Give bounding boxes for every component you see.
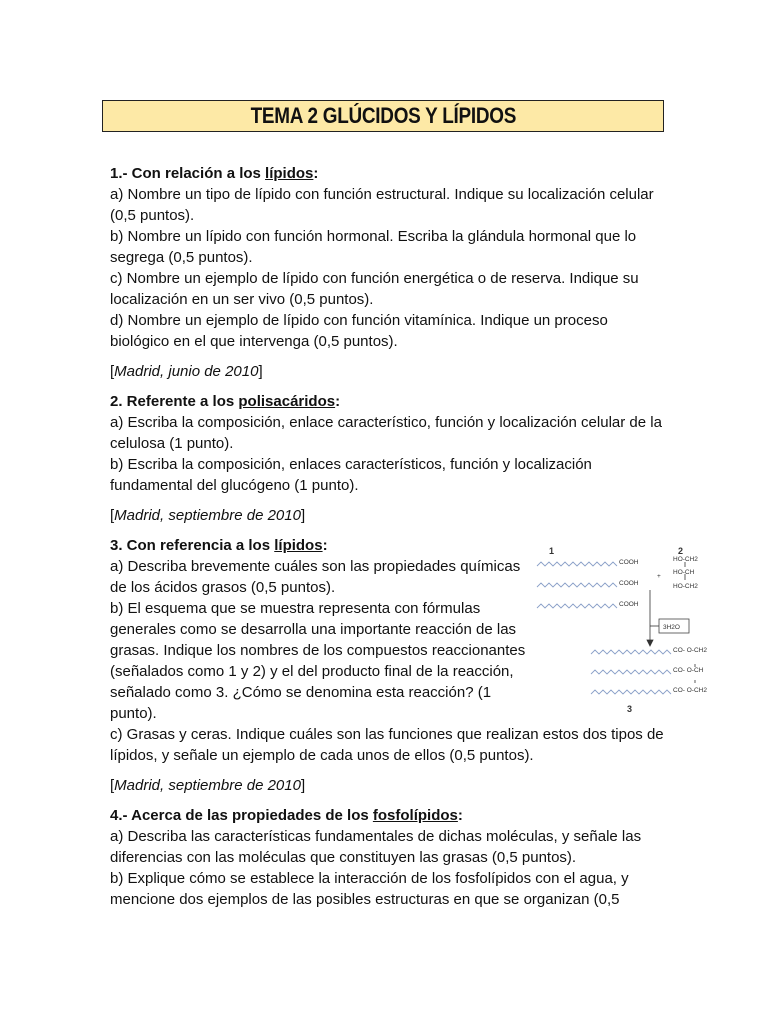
question-1-line: d) Nombre un ejemplo de lípido con función vitamínica. Indique un proceso — [110, 312, 608, 329]
question-1-source: [Madrid, junio de 2010] — [110, 363, 263, 380]
question-4-heading — [110, 805, 660, 826]
cooh-label: COOH — [619, 601, 639, 608]
question-1-source-text: Madrid, junio de 2010 — [114, 363, 259, 380]
ester-group: CO- O-CH2 — [673, 647, 707, 654]
question-3-line: punto). — [110, 705, 157, 722]
page-title: TEMA 2 GLÚCIDOS Y LÍPIDOS — [250, 103, 516, 128]
question-3-line: grasas. Indique los nombres de los compuestos reaccionantes — [110, 642, 526, 659]
question-2-line: celulosa (1 punto). — [110, 435, 234, 452]
ester-chain — [591, 650, 671, 654]
question-2-line: fundamental del glucógeno (1 punto). — [110, 477, 359, 494]
esterification-diagram — [535, 542, 720, 714]
question-3-source: [Madrid, septiembre de 2010] — [110, 777, 306, 794]
water-label: 3H2O — [663, 624, 680, 631]
ester-group: CO- O-CH — [673, 667, 704, 674]
question-3-line: señalado como 3. ¿Cómo se denomina esta reacción? (1 — [110, 684, 492, 701]
ester-chain — [591, 670, 671, 674]
question-4-heading-suffix: : — [457, 807, 463, 824]
title-box — [102, 100, 664, 132]
label-1: 1 — [549, 546, 555, 556]
question-3 — [110, 535, 707, 796]
question-1-line: segrega (0,5 puntos). — [110, 249, 253, 266]
question-4-line: mencione dos ejemplos de las posibles estructuras en que se organizan (0,5 — [110, 891, 620, 908]
question-4-line: a) Describa las características fundamentales de dichas moléculas, y señale las — [110, 828, 642, 845]
glycerol-group: HO-CH — [673, 569, 695, 576]
question-3-line: lípidos, y señale un ejemplo de cada unos de ellos (0,5 puntos). — [110, 747, 534, 764]
question-4 — [110, 805, 660, 910]
question-4-line: diferencias con las moléculas que constituyen las grasas (0,5 puntos). — [110, 849, 577, 866]
question-3-heading-prefix: 3. Con referencia a los — [110, 537, 275, 554]
question-2-line: b) Escriba la composición, enlaces característicos, función y localización — [110, 456, 592, 473]
question-1-line: biológico en el que intervenga (0,5 puntos). — [110, 333, 398, 350]
question-2-heading-prefix: 2. Referente a los — [110, 393, 239, 410]
question-3-line: de los ácidos grasos (0,5 puntos). — [110, 579, 336, 596]
glycerol-group: HO-CH2 — [673, 556, 698, 563]
plus-sign: + — [657, 573, 661, 580]
question-2-heading-suffix: : — [335, 393, 341, 410]
arrow-head — [647, 640, 653, 646]
ester-chain — [591, 690, 671, 694]
question-1-heading — [110, 163, 660, 184]
question-3-source-text: Madrid, septiembre de 2010 — [114, 777, 301, 794]
question-2-line: a) Escriba la composición, enlace característico, función y localización celular de la — [110, 414, 662, 431]
fatty-acid-chain — [537, 604, 617, 608]
question-3-line: b) El esquema que se muestra representa con fórmulas — [110, 600, 481, 617]
question-1-line: a) Nombre un tipo de lípido con función estructural. Indique su localización celular — [110, 186, 654, 203]
question-4-heading-term: fosfolípidos — [372, 807, 458, 824]
question-1 — [110, 163, 660, 382]
question-3-heading-suffix: : — [322, 537, 328, 554]
question-4-heading-prefix: 4.- Acerca de las propiedades de los — [110, 807, 373, 824]
question-1-heading-suffix: : — [313, 165, 319, 182]
question-1-line: localización en un ser vivo (0,5 puntos). — [110, 291, 374, 308]
glycerol-group: HO-CH2 — [673, 583, 698, 590]
question-3-line: (señalados como 1 y 2) y el del producto final de la reacción, — [110, 663, 514, 680]
question-3-heading-term: lípidos — [274, 537, 323, 554]
fatty-acid-chain — [537, 562, 617, 566]
question-2-source: [Madrid, septiembre de 2010] — [110, 507, 306, 524]
cooh-label: COOH — [619, 580, 639, 587]
label-3: 3 — [627, 704, 633, 714]
question-1-heading-term: lípidos — [265, 165, 314, 182]
question-4-line: b) Explique cómo se establece la interacción de los fosfolípidos con el agua, y — [110, 870, 629, 887]
question-3-line: c) Grasas y ceras. Indique cuáles son las funciones que realizan estos dos tipos de — [110, 726, 664, 743]
question-1-line: b) Nombre un lípido con función hormonal. Escriba la glándula hormonal que lo — [110, 228, 637, 245]
question-3-line: generales como se desarrolla una importante reacción de las — [110, 621, 517, 638]
question-1-line: (0,5 puntos). — [110, 207, 195, 224]
fatty-acid-chain — [537, 583, 617, 587]
question-2-heading-term: polisacáridos — [238, 393, 336, 410]
question-2-heading — [110, 391, 660, 412]
cooh-label: COOH — [619, 559, 639, 566]
question-3-line: a) Describa brevemente cuáles son las propiedades químicas — [110, 558, 521, 575]
question-list — [110, 163, 707, 910]
question-2-source-text: Madrid, septiembre de 2010 — [114, 507, 301, 524]
question-1-line: c) Nombre un ejemplo de lípido con función energética o de reserva. Indique su — [110, 270, 639, 287]
question-2 — [110, 391, 660, 526]
label-2: 2 — [678, 546, 684, 556]
question-1-heading-prefix: 1.- Con relación a los — [110, 165, 266, 182]
ester-group: CO- O-CH2 — [673, 687, 707, 694]
